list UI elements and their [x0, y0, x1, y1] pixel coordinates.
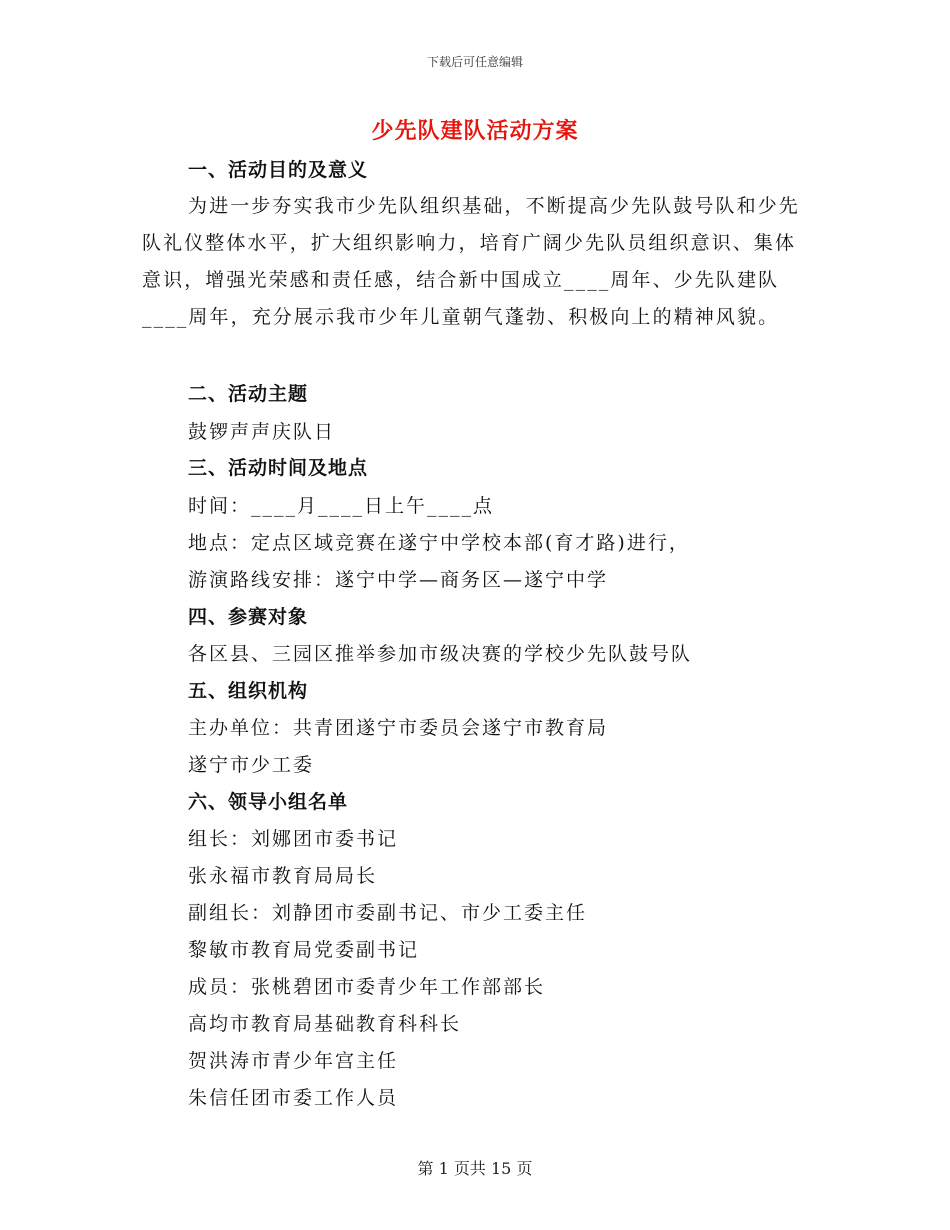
section-heading-theme: 二、活动主题 — [188, 383, 309, 405]
participants-line: 各区县、三园区推举参加市级决赛的学校少先队鼓号队 — [188, 643, 693, 665]
leadership-line: 成员：张桃碧团市委青少年工作部部长 — [188, 976, 546, 998]
leadership-line: 副组长：刘静团市委副书记、市少工委主任 — [188, 902, 588, 924]
section-heading-participants: 四、参赛对象 — [188, 606, 309, 628]
section-heading-leadership: 六、领导小组名单 — [188, 791, 349, 813]
theme-line: 鼓锣声声庆队日 — [188, 421, 336, 443]
organizer-line-2: 遂宁市少工委 — [188, 754, 315, 776]
section-heading-purpose: 一、活动目的及意义 — [188, 159, 369, 181]
route-line: 游演路线安排：遂宁中学—商务区—遂宁中学 — [188, 569, 609, 591]
leadership-line: 贺洪涛市青少年宫主任 — [188, 1050, 399, 1072]
place-line: 地点：定点区域竞赛在遂宁中学校本部(育才路)进行， — [188, 532, 690, 554]
page-header: 下载后可任意编辑 — [426, 55, 523, 69]
page-footer: 第 1 页共 15 页 — [417, 1159, 533, 1178]
document-title: 少先队建队活动方案 — [371, 118, 579, 144]
leadership-line: 黎敏市教育局党委副书记 — [188, 939, 420, 961]
leadership-line: 张永福市教育局局长 — [188, 865, 378, 887]
organizer-line: 主办单位：共青团遂宁市委员会遂宁市教育局 — [188, 717, 609, 739]
leadership-line: 朱信任团市委工作人员 — [188, 1087, 399, 1109]
section-paragraph-purpose: 为进一步夯实我市少先队组织基础，不断提高少先队鼓号队和少先队礼仪整体水平，扩大组织影响力，培育广阔少先队员组织意识、集体意识，增强光荣感和责任感，结合新中国成立____周年、少先队建队____周年，充分展示我市少年儿童朝气蓬勃、积极向上的精神风貌。 — [142, 195, 800, 328]
section-heading-organization: 五、组织机构 — [188, 680, 309, 702]
leadership-line: 组长：刘娜团市委书记 — [188, 828, 399, 850]
leadership-line: 高均市教育局基础教育科科长 — [188, 1013, 462, 1035]
time-line: 时间：____月____日上午____点 — [188, 495, 495, 517]
section-heading-time-place: 三、活动时间及地点 — [188, 457, 369, 479]
